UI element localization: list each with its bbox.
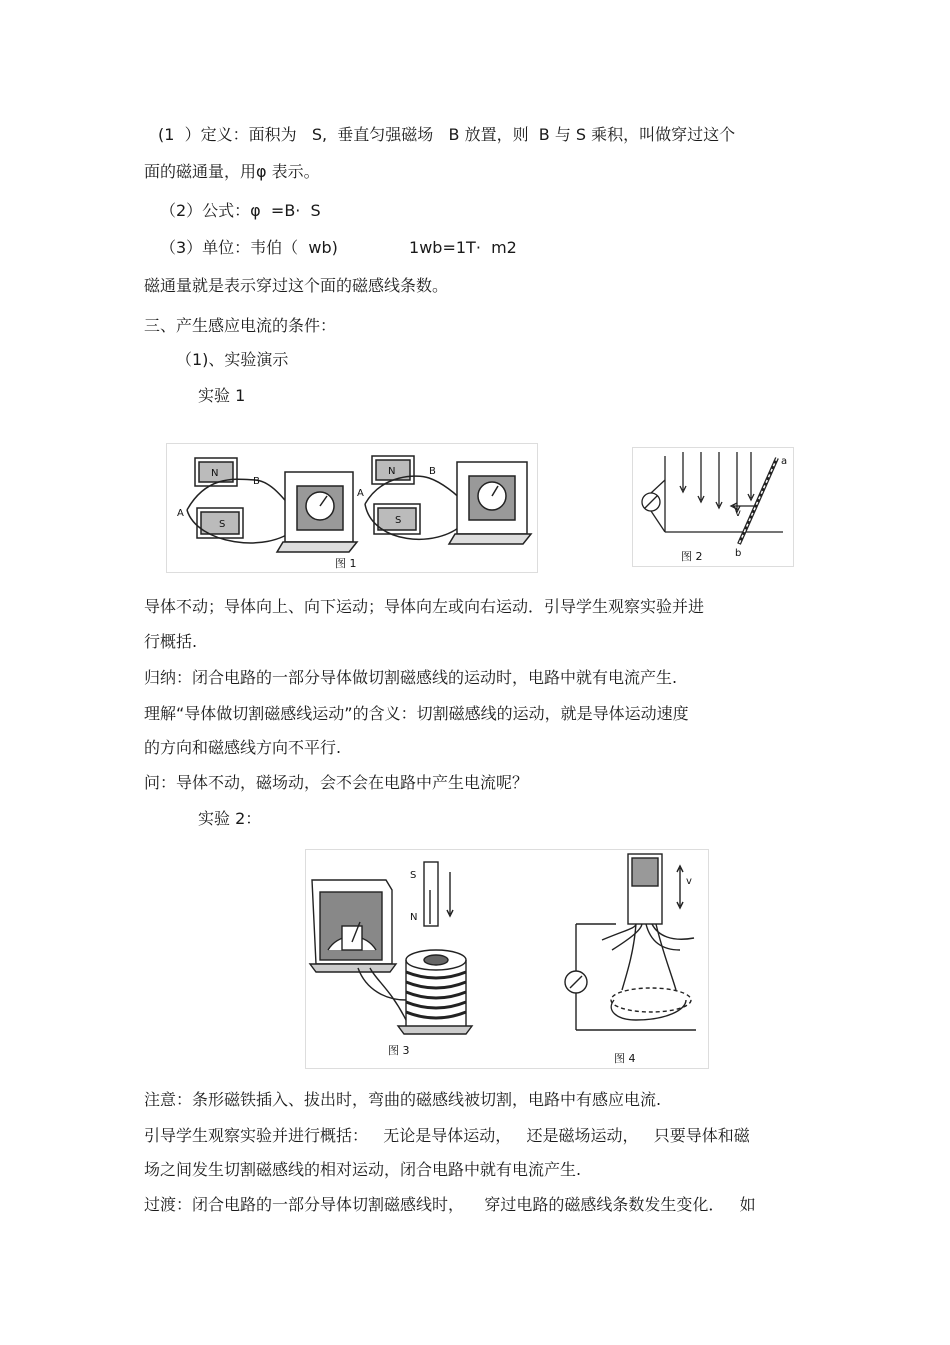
observation-line-1: 导体不动；导体向上、向下运动；导体向左或向右运动．引导学生观察实验并进 bbox=[144, 597, 705, 616]
understanding-line-1: 理解“导体做切割磁感线运动”的含义：切割磁感线的运动，就是导体运动速度 bbox=[144, 704, 689, 723]
fig3-label-n: N bbox=[410, 912, 418, 923]
transition-line: 过渡：闭合电路的一部分导体切割磁感线时， 穿过电路的磁感线条数发生变化． 如 bbox=[144, 1195, 756, 1214]
fig3-caption: 图 3 bbox=[388, 1044, 410, 1057]
fig3-label-s: S bbox=[410, 870, 417, 881]
section-heading: 三、产生感应电流的条件： bbox=[144, 316, 337, 335]
guide-line-2: 场之间发生切割磁感线的相对运动，闭合电路中就有电流产生. bbox=[144, 1160, 582, 1179]
fig4-label-v: v bbox=[686, 876, 692, 887]
figure-1 bbox=[166, 443, 538, 573]
definition-line-1: (1 ）定义：面积为 S, 垂直匀强磁场 B 放置，则 B 与 S 乘积，叫做穿过这个 bbox=[158, 125, 736, 144]
experiment-2-label: 实验 2： bbox=[198, 809, 262, 828]
fig1-label-b-right: B bbox=[429, 466, 436, 477]
fig4-caption: 图 4 bbox=[614, 1052, 636, 1065]
fig2-caption: 图 2 bbox=[681, 550, 703, 563]
understanding-line-2: 的方向和磁感线方向不平行. bbox=[144, 738, 342, 757]
figures-3-4 bbox=[305, 849, 709, 1069]
definition-line-2: 面的磁通量，用φ 表示。 bbox=[144, 162, 320, 181]
fig2-label-v: v bbox=[735, 508, 741, 519]
figure-2-drawing bbox=[633, 448, 793, 566]
unit-line: （3）单位：韦伯（ wb) 1wb=1T· m2 bbox=[160, 238, 517, 257]
fig2-label-b: b bbox=[735, 548, 742, 559]
fig1-label-s-left: S bbox=[219, 519, 226, 530]
fig1-caption: 图 1 bbox=[335, 557, 357, 570]
guide-line-1: 引导学生观察实验并进行概括： 无论是导体运动， 还是磁场运动， 只要导体和磁 bbox=[144, 1126, 750, 1145]
fig1-label-n-left: N bbox=[211, 468, 219, 479]
note-line: 注意：条形磁铁插入、拔出时，弯曲的磁感线被切割，电路中有感应电流. bbox=[144, 1090, 662, 1109]
formula-line: （2）公式：φ =B· S bbox=[160, 201, 321, 220]
fig1-label-a-right: A bbox=[357, 488, 364, 499]
question-line: 问：导体不动，磁场动，会不会在电路中产生电流呢？ bbox=[144, 773, 529, 792]
figures-3-4-drawing bbox=[306, 850, 708, 1068]
fig1-label-s-right: S bbox=[395, 515, 402, 526]
fig1-label-b-left: B bbox=[253, 476, 260, 487]
meaning-line: 磁通量就是表示穿过这个面的磁感线条数。 bbox=[144, 276, 449, 295]
fig2-label-a: a bbox=[781, 456, 788, 467]
induction-line: 归纳：闭合电路的一部分导体做切割磁感线的运动时，电路中就有电流产生. bbox=[144, 668, 678, 687]
fig1-label-n-right: N bbox=[388, 466, 396, 477]
experiment-1-label: 实验 1 bbox=[198, 386, 246, 405]
figure-1-drawing bbox=[167, 444, 537, 572]
observation-line-2: 行概括. bbox=[144, 632, 198, 651]
demo-heading: （1)、实验演示 bbox=[176, 350, 289, 369]
fig1-label-a-left: A bbox=[177, 508, 184, 519]
figure-2 bbox=[632, 447, 794, 567]
